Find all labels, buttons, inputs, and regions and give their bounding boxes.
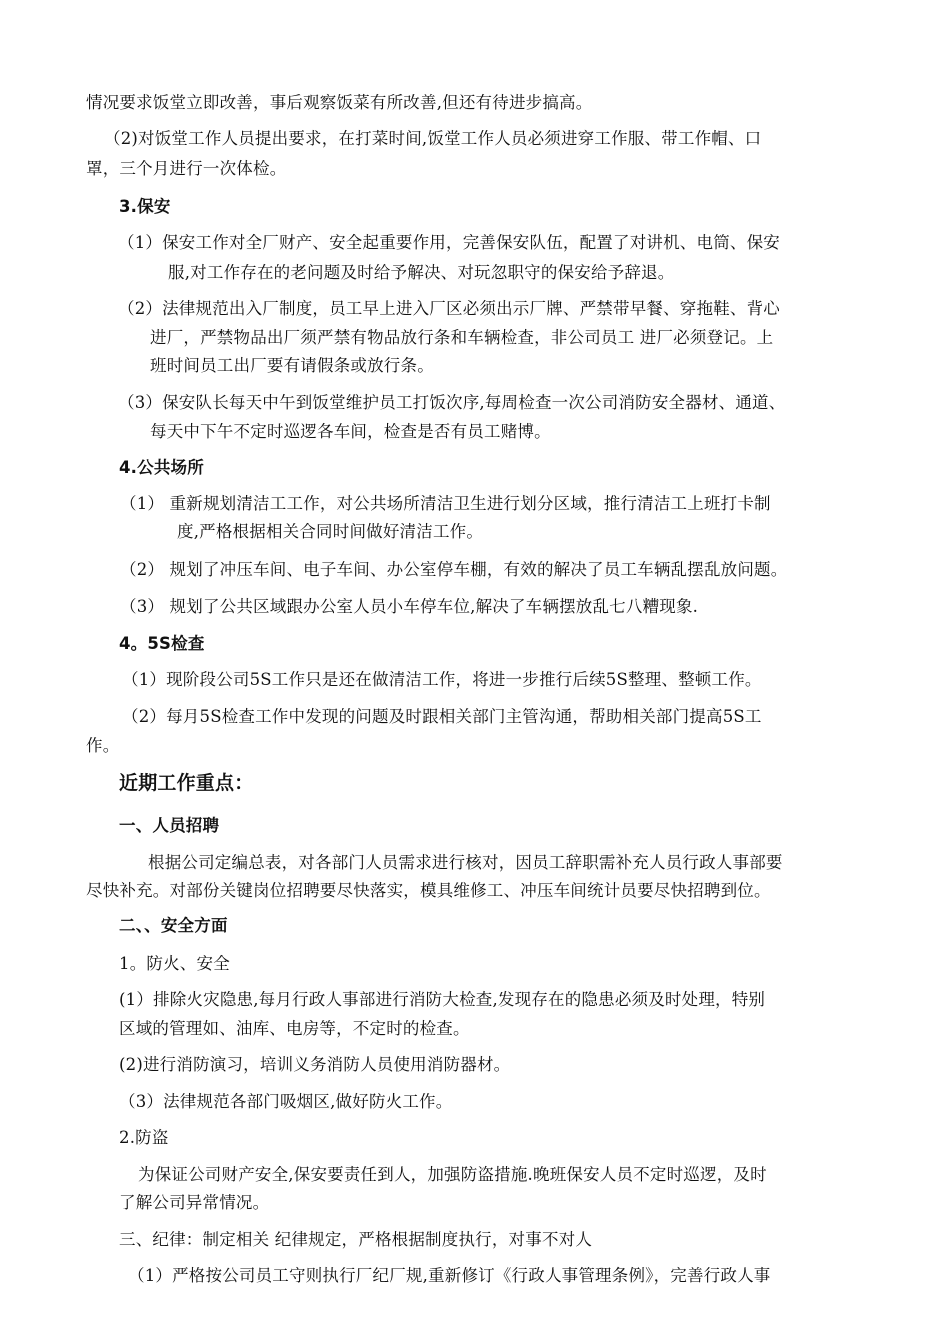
- list-item-line: （1）保安工作对全厂财产、安全起重要作用，完善保安队伍，配置了对讲机、电筒、保安: [118, 233, 780, 252]
- subsection-heading: 1。防火、安全: [119, 954, 230, 973]
- paragraph-line: （2)对饭堂工作人员提出要求，在打菜时间,饭堂工作人员必须进穿工作服、带工作帽、口: [104, 129, 762, 148]
- list-item-line: （1） 重新规划清洁工工作，对公共场所清洁卫生进行划分区域，推行清洁工上班打卡制: [120, 494, 771, 513]
- list-item-line: 班时间员工出厂要有请假条或放行条。: [150, 356, 434, 375]
- list-item-line: 区域的管理如、油库、电房等，不定时的检查。: [119, 1019, 470, 1038]
- paragraph-line: 了解公司异常情况。: [119, 1193, 270, 1212]
- list-item-line: （2） 规划了冲压车间、电子车间、办公室停车棚，有效的解决了员工车辆乱摆乱放问题。: [120, 560, 788, 579]
- section-heading: 4.公共场所: [119, 458, 204, 477]
- paragraph-line: 作。: [86, 736, 120, 755]
- list-item-line: （2）法律规范出入厂制度，员工早上进入厂区必须出示厂牌、严禁带早餐、穿拖鞋、背心: [118, 299, 780, 318]
- subsection-heading: 2.防盗: [119, 1128, 169, 1147]
- page-heading: 近期工作重点：: [119, 772, 254, 794]
- list-item-line: （2）每月5S检查工作中发现的问题及时跟相关部门主管沟通，帮助相关部门提高5S工: [122, 707, 762, 726]
- list-item-line: (2)进行消防演习，培训义务消防人员使用消防器材。: [119, 1055, 511, 1074]
- list-item-line: 每天中下午不定时巡逻各车间，检查是否有员工赌博。: [150, 422, 551, 441]
- section-heading: 4。5S检查: [119, 634, 205, 653]
- list-item-line: (1）排除火灾隐患,每月行政人事部进行消防大检查,发现存在的隐患必须及时处理，特别: [119, 990, 766, 1009]
- paragraph-line: 为保证公司财产安全,保安要责任到人，加强防盗措施.晚班保安人员不定时巡逻，及时: [138, 1165, 767, 1184]
- section-heading: 一、人员招聘: [119, 816, 220, 835]
- paragraph-line: 根据公司定编总表，对各部门人员需求进行核对，因员工辞职需补充人员行政人事部要: [148, 853, 783, 872]
- list-item-line: （3） 规划了公共区域跟办公室人员小车停车位,解决了车辆摆放乱七八糟现象.: [120, 597, 699, 616]
- section-heading: 二、、安全方面: [119, 916, 228, 935]
- list-item-line: （1）严格按公司员工守则执行厂纪厂规,重新修订《行政人事管理条例》，完善行政人事: [128, 1266, 771, 1285]
- section-heading: 3.保安: [119, 197, 171, 216]
- list-item-line: （3）保安队长每天中午到饭堂维护员工打饭次序,每周检查一次公司消防安全器材、通道、: [118, 393, 786, 412]
- paragraph-line: 尽快补充。对部份关键岗位招聘要尽快落实，模具维修工、冲压车间统计员要尽快招聘到位。: [86, 881, 771, 900]
- list-item-line: 进厂，严禁物品出厂须严禁有物品放行条和车辆检查，非公司员工 进厂必须登记。上: [150, 328, 774, 347]
- paragraph-line: 情况要求饭堂立即改善，事后观察饭菜有所改善,但还有待进步搞高。: [86, 93, 593, 112]
- list-item-line: 服,对工作存在的老问题及时给予解决、对玩忽职守的保安给予辞退。: [168, 263, 675, 282]
- section-heading: 三、纪律：制定相关 纪律规定，严格根据制度执行，对事不对人: [119, 1230, 593, 1249]
- list-item-line: （3）法律规范各部门吸烟区,做好防火工作。: [119, 1092, 453, 1111]
- list-item-line: （1）现阶段公司5S工作只是还在做清洁工作，将进一步推行后续5S整理、整顿工作。: [122, 670, 762, 689]
- paragraph-line: 罩，三个月进行一次体检。: [86, 159, 287, 178]
- list-item-line: 度,严格根据相关合同时间做好清洁工作。: [177, 522, 484, 541]
